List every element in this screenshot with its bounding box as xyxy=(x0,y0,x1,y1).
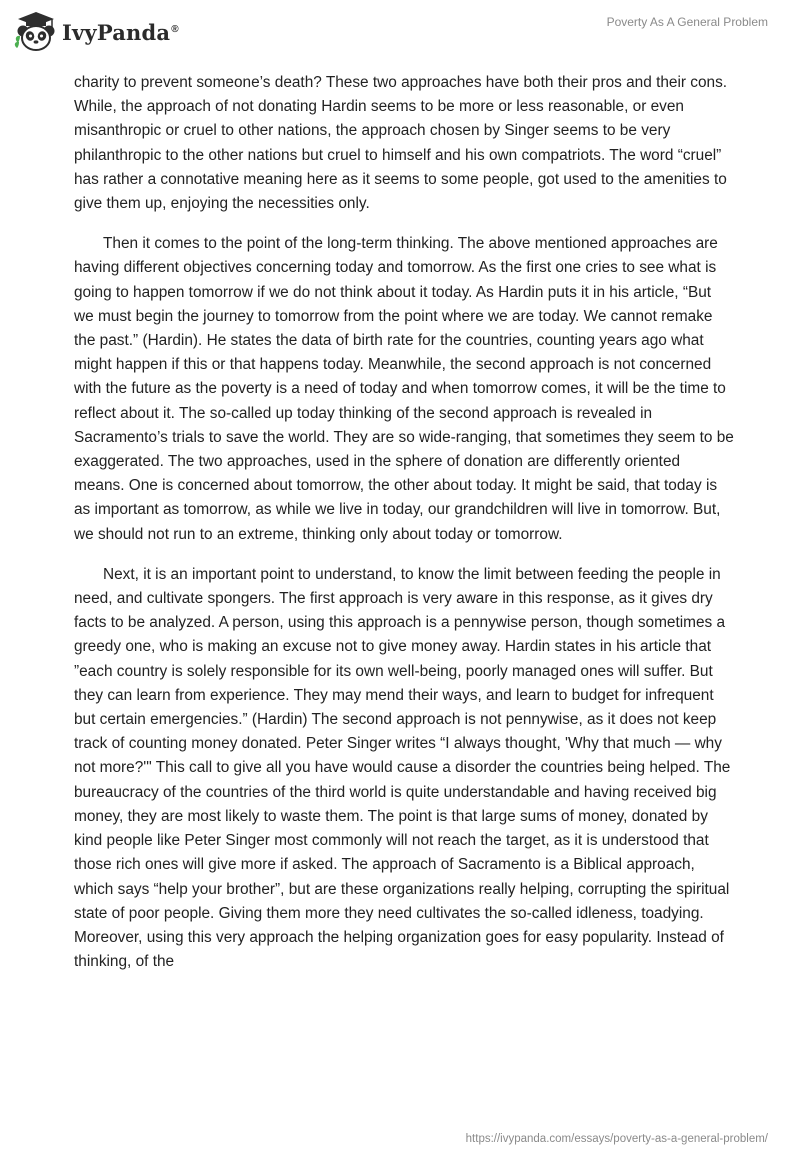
source-url[interactable]: https://ivypanda.com/essays/poverty-as-a-general-problem/ xyxy=(465,1133,768,1145)
paragraph-long-term-thinking: Then it comes to the point of the long-term thinking. The above mentioned approaches are having different objectives concerning today and tomorrow. As the first one cries to see what is going to happen tomorrow if we do not think about it today. As Hardin puts it in his article, “But we must begin the journey to tomorrow from the point where we are today. We cannot remake the past.” (Hardin). He states the data of birth rate for the countries, counting years ago what might happen if this or that happens today. Meanwhile, the second approach is not concerned with the future as the poverty is a need of today and when tomorrow comes, it will be the time to reflect about it. The so-called up today thinking of the second approach is revealed in Sacramento’s trials to save the world. They are so wide-ranging, that sometimes they seem to be exaggerated. The two approaches, used in the sphere of donation are differently oriented means. One is concerned about tomorrow, the other about today. It might be said, that today is as important as tomorrow, as while we live in today, our grandchildren will live in tomorrow. But, we should not run to an extreme, thinking only about today or tomorrow. xyxy=(74,235,734,543)
logo-text: IvyPanda® xyxy=(62,19,179,45)
panda-graduate-icon xyxy=(14,9,58,53)
essay-body xyxy=(74,71,734,990)
document-title: Poverty As A General Problem xyxy=(606,15,768,29)
ivypanda-logo[interactable] xyxy=(14,9,179,53)
page-header xyxy=(0,0,800,62)
paragraph-feeding-limit: Next, it is an important point to understand, to know the limit between feeding the people in need, and cultivate spongers. The first approach is very aware in this response, as it gives dry facts to be analyzed. A person, using this approach is a pennywise person, though sometimes a greedy one, who is making an excuse not to give money away. Hardin states in his article that ”each country is solely responsible for its own well-being, poorly managed ones will suffer. But they can learn from experience. They may mend their ways, and learn to budget for infrequent but certain emergencies.” (Hardin) The second approach is not pennywise, as it does not keep track of counting money donated. Peter Singer writes “I always thought, 'Why that much — why not more?'" This call to give all you have would cause a disorder the countries being helped. The bureaucracy of the countries of the third world is quite understandable and having received big money, they are most likely to waste them. The point is that large sums of money, donated by kind people like Peter Singer most commonly will not reach the target, as it is understood that those rich ones will give more if asked. The approach of Sacramento is a Biblical approach, which says “help your brother”, but are these organizations really helping, corrupting the spiritual state of poor people. Giving them more they need cultivates the so-called idleness, toadying. Moreover, using this very approach the helping organization goes for easy popularity. Instead of thinking, of the xyxy=(74,565,731,971)
registered-mark: ® xyxy=(171,23,179,35)
paragraph-continuation: charity to prevent someone’s death? These two approaches have both their pros and their cons. While, the approach of not donating Hardin seems to be more or less reasonable, or even misanthropic or cruel to other nations, the approach chosen by Singer seems to be very philanthropic to the other nations but cruel to himself and his own compatriots. The word “cruel” has rather a connotative meaning here as it seems to some people, got used to the amenities to give them up, enjoying the necessities only. xyxy=(74,74,728,213)
